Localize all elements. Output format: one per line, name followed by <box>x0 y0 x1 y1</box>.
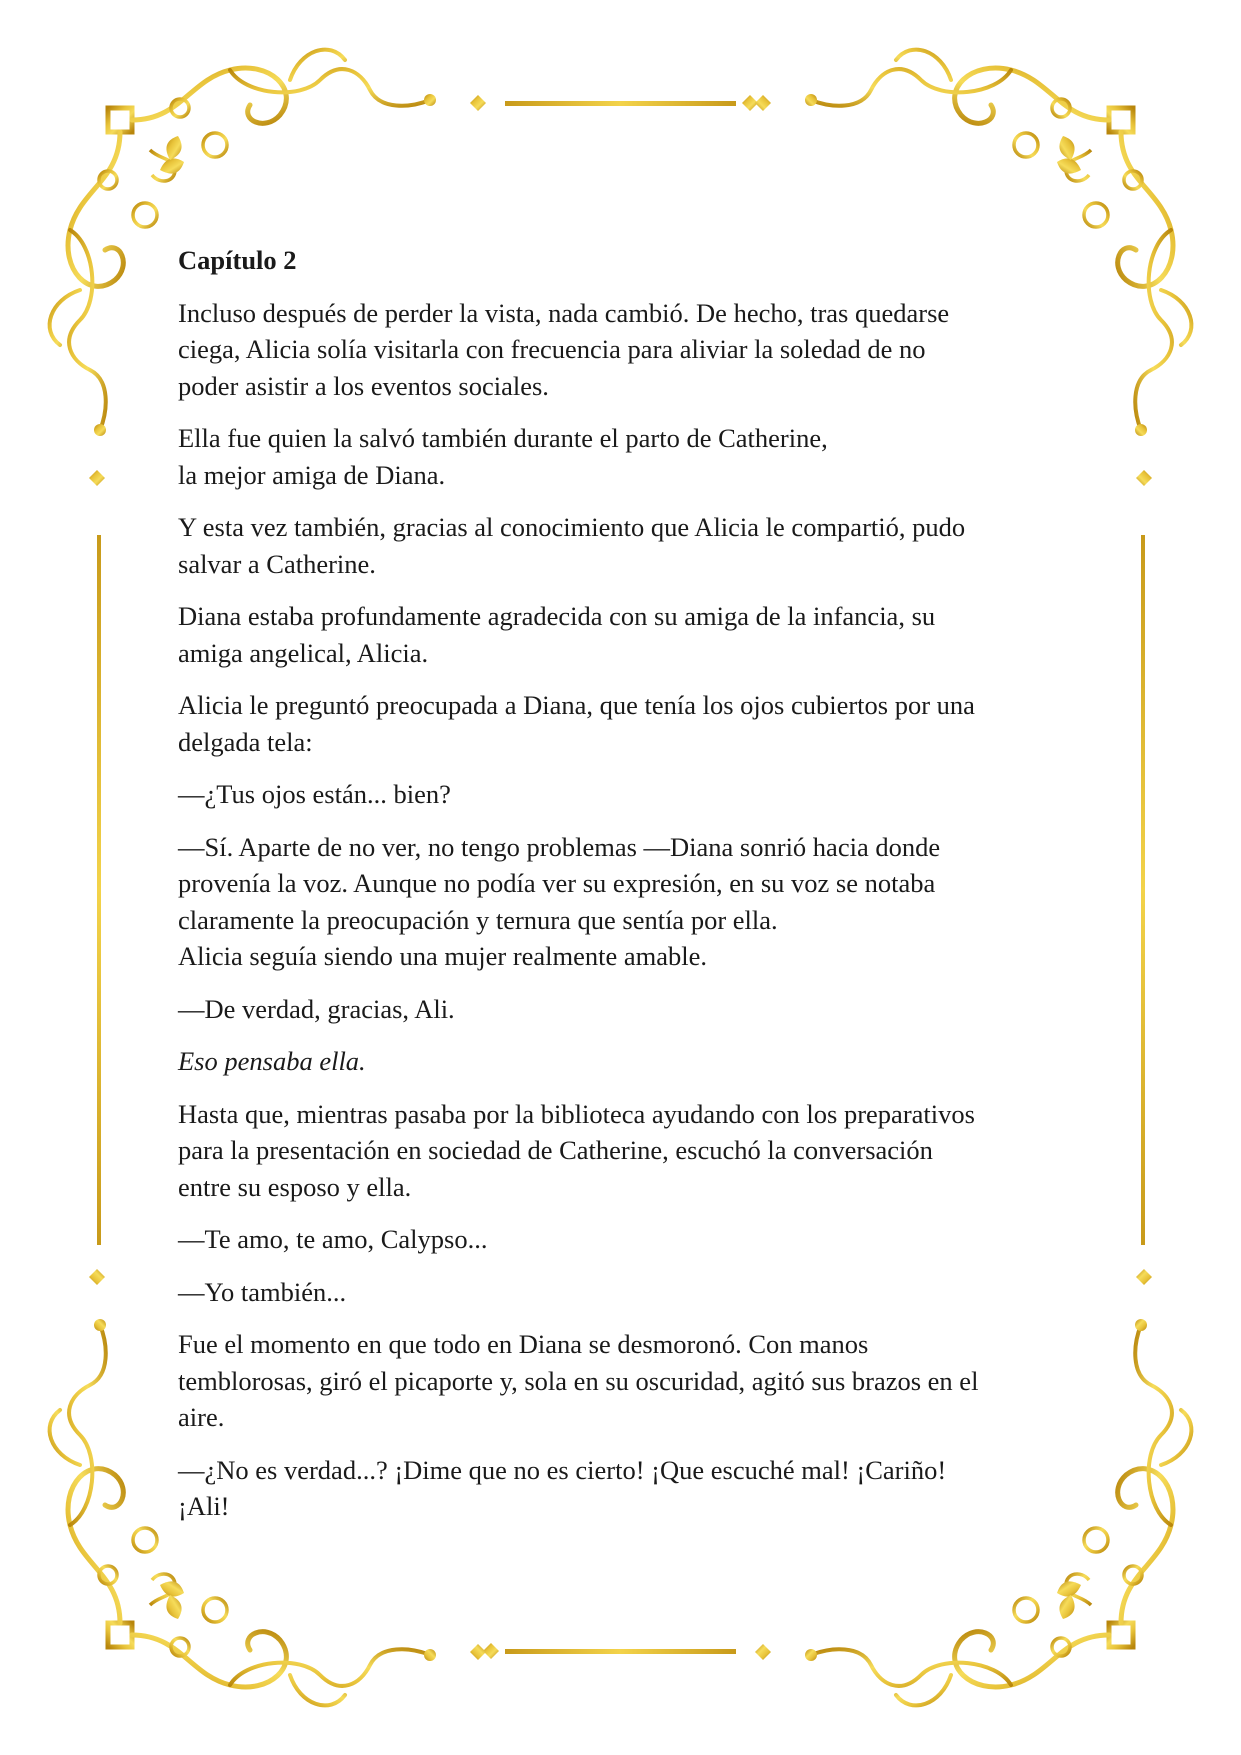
paragraph <box>178 420 1078 493</box>
paragraph-line: —¿Tus ojos están... bien? <box>178 779 451 809</box>
paragraph <box>178 1326 1078 1436</box>
paragraph-line: —De verdad, gracias, Ali. <box>178 993 455 1024</box>
paragraph-line: amiga angelical, Alicia. <box>178 637 429 668</box>
paragraph <box>178 1274 1078 1311</box>
paragraph <box>178 295 1078 405</box>
chapter-title: Capítulo 2 <box>178 245 297 275</box>
paragraph-line: temblorosas, giró el picaporte y, sola en su oscuridad, agitó sus brazos en el <box>178 1365 979 1396</box>
paragraph <box>178 598 1078 671</box>
paragraph-line: Fue el momento en que todo en Diana se desmoronó. Con manos <box>178 1329 869 1359</box>
paragraph <box>178 1452 1078 1525</box>
paragraph-line: Alicia seguía siendo una mujer realmente amable. <box>178 941 708 971</box>
paragraph <box>178 1096 1078 1206</box>
paragraph <box>178 829 1078 975</box>
paragraph-line: para la presentación en sociedad de Catherine, escuchó la conversación <box>178 1135 933 1165</box>
paragraph-line: Y esta vez también, gracias al conocimiento que Alicia le compartió, pudo <box>178 512 966 542</box>
paragraph-line: Incluso después de perder la vista, nada cambió. De hecho, tras quedarse <box>178 297 950 328</box>
paragraph-line: Hasta que, mientras pasaba por la biblioteca ayudando con los preparativos <box>178 1098 975 1129</box>
paragraph-line: delgada tela: <box>178 726 313 757</box>
paragraph-line: la mejor amiga de Diana. <box>178 459 446 490</box>
document-body <box>178 242 1078 1541</box>
paragraph-line: Ella fue quien la salvó también durante el parto de Catherine, <box>178 423 828 453</box>
paragraph-line: —Sí. Aparte de no ver, no tengo problemas —Diana sonrió hacia donde <box>178 831 941 862</box>
paragraph-line: entre su esposo y ella. <box>178 1171 412 1202</box>
paragraph-line: salvar a Catherine. <box>178 548 376 579</box>
paragraph-line: claramente la preocupación y ternura que sentía por ella. <box>178 904 778 935</box>
paragraph-line: —Te amo, te amo, Calypso... <box>178 1224 488 1254</box>
paragraph-line: ciega, Alicia solía visitarla con frecuencia para aliviar la soledad de no <box>178 334 926 364</box>
paragraph-line: aire. <box>178 1402 225 1432</box>
paragraph-line: provenía la voz. Aunque no podía ver su expresión, en su voz se notaba <box>178 868 936 898</box>
paragraphs <box>178 295 1078 1525</box>
paragraph <box>178 991 1078 1028</box>
paragraph <box>178 776 1078 813</box>
paragraph <box>178 509 1078 582</box>
paragraph-line: —¿No es verdad...? ¡Dime que no es cierto! ¡Que escuché mal! ¡Cariño! <box>178 1454 947 1485</box>
paragraph-line: Alicia le preguntó preocupada a Diana, que tenía los ojos cubiertos por una <box>178 690 975 720</box>
paragraph <box>178 1043 1078 1080</box>
paragraph-line: Eso pensaba ella. <box>178 1046 366 1076</box>
paragraph-line: ¡Ali! <box>178 1491 230 1521</box>
paragraph <box>178 1221 1078 1258</box>
paragraph-line: poder asistir a los eventos sociales. <box>178 370 549 401</box>
paragraph <box>178 687 1078 760</box>
paragraph-line: —Yo también... <box>178 1276 347 1307</box>
paragraph-line: Diana estaba profundamente agradecida con su amiga de la infancia, su <box>178 601 936 631</box>
